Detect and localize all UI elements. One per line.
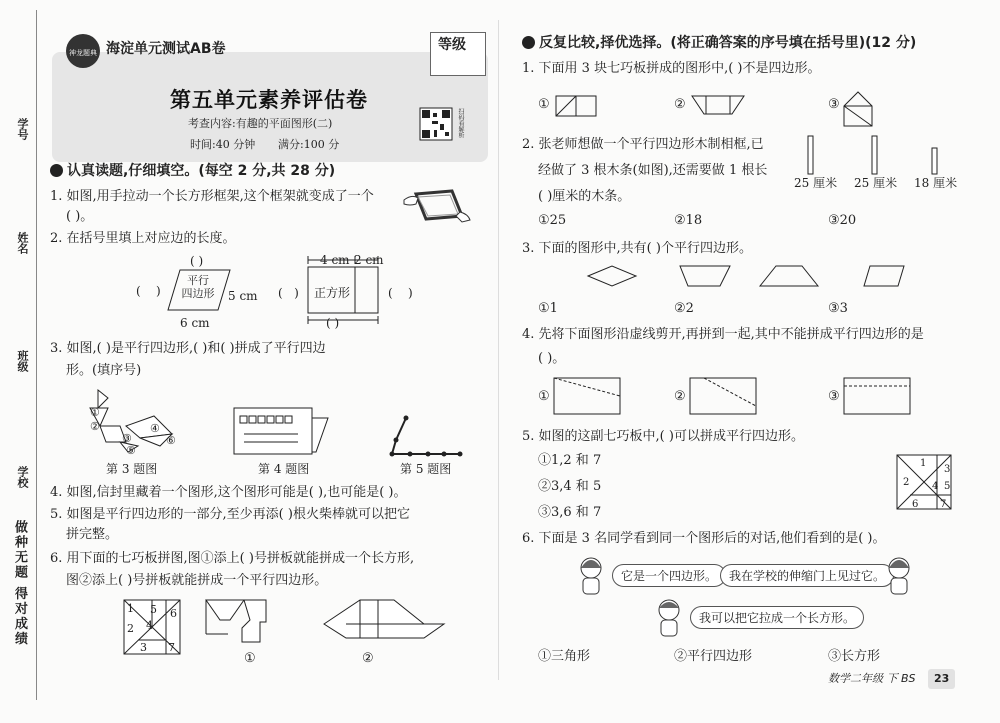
- s2-q6-opt2: ②平行四边形: [674, 649, 753, 664]
- label-name: 姓名: [16, 232, 29, 254]
- s2-q3-shapes: [586, 264, 906, 290]
- girl-avatar-right: [884, 556, 914, 596]
- section1-heading: 认真读题,仔细填空。(每空 2 分,共 28 分): [50, 162, 335, 180]
- stick-len-1: 25 厘米: [794, 176, 838, 190]
- qr-code-icon: [420, 108, 452, 144]
- label-student-id: 学号: [16, 118, 29, 140]
- s2-q2-line1: 2. 张老师想做一个平行四边形木制相框,已: [522, 137, 764, 152]
- s2-q2-sticks: [808, 136, 948, 176]
- qr-caption: 扫码看解析: [457, 108, 464, 138]
- q3-num-1: ①: [90, 406, 100, 419]
- s2-q1-opt1: ①: [538, 97, 550, 112]
- fig4-caption: 第 4 题图: [258, 462, 310, 476]
- logo-text: 神龙题典: [69, 49, 97, 57]
- s2-q5-opt1: ①1,2 和 7: [538, 453, 602, 468]
- s2-q2-opt1: ①25: [538, 213, 567, 228]
- bubble-1: 它是一个四边形。: [612, 564, 726, 587]
- s2-q2-line2: 经做了 3 根木条(如图),还需要做 1 根长: [538, 163, 768, 178]
- s1-q6-line1: 6. 用下面的七巧板拼图,图①添上( )号拼板就能拼成一个长方形,: [50, 551, 415, 566]
- s2-q3-opt1: ①1: [538, 301, 558, 316]
- s2-q6-opt1: ①三角形: [538, 649, 591, 664]
- page-title: 第五单元素养评估卷: [170, 88, 368, 112]
- s1-q1-line2: ( )。: [66, 209, 94, 224]
- q2-square-label: 正方形: [314, 286, 351, 300]
- q2-side-5cm: 5 cm: [228, 289, 258, 303]
- q2-top-4cm: 4 cm: [320, 253, 350, 267]
- s2-q4-rects: [554, 376, 914, 416]
- binding-strip: [0, 0, 44, 723]
- s2-tg-3: 3: [944, 464, 951, 475]
- s2-q4-line1: 4. 先将下面图形沿虚线剪开,再拼到一起,其中不能拼成平行四边形的是: [522, 327, 924, 342]
- fig5-caption: 第 5 题图: [400, 462, 452, 476]
- tg-num-2: 2: [127, 622, 134, 635]
- page-divider: [498, 20, 499, 680]
- s2-tg-2: 2: [903, 477, 910, 488]
- s2-q1-shapes: [554, 92, 894, 128]
- stick-len-2: 25 厘米: [854, 176, 898, 190]
- strip-line: [36, 10, 37, 700]
- s2-q4-line2: ( )。: [538, 351, 566, 366]
- s2-q3-opt2: ②2: [674, 301, 694, 316]
- s2-tg-7: 7: [940, 499, 947, 510]
- s2-q5-opt3: ③3,6 和 7: [538, 505, 602, 520]
- s2-tg-5: 5: [944, 481, 951, 492]
- tg-num-1: 1: [127, 602, 134, 615]
- q2-top-2cm: 2 cm: [354, 253, 384, 267]
- s2-q3: 3. 下面的图形中,共有( )个平行四边形。: [522, 241, 752, 256]
- s2-tg-4: 4: [932, 481, 939, 492]
- q3-num-3: ③: [122, 432, 132, 445]
- topic-line: 考查内容:有趣的平面图形(二): [188, 117, 333, 130]
- s2-q3-opt3: ③3: [828, 301, 848, 316]
- section2-heading: 反复比较,择优选择。(将正确答案的序号填在括号里)(12 分): [522, 34, 916, 52]
- s2-q2-opt2: ②18: [674, 213, 703, 228]
- stick-len-3: 18 厘米: [914, 176, 958, 190]
- s1-q4: 4. 如图,信封里藏着一个图形,这个图形可能是( ),也可能是( )。: [50, 485, 407, 500]
- q6-label-2: ②: [362, 651, 374, 666]
- s2-q1: 1. 下面用 3 块七巧板拼成的图形中,( )不是四边形。: [522, 61, 821, 76]
- s2-q6: 6. 下面是 3 名同学看到同一个图形后的对话,他们看到的是( )。: [522, 531, 886, 546]
- q2-right-paren: ( ): [388, 286, 413, 300]
- tg-num-4: 4: [146, 619, 153, 632]
- s2-q4-opt3: ③: [828, 389, 840, 404]
- s2-q6-opt3: ③长方形: [828, 649, 881, 664]
- section-marker-icon: [522, 36, 535, 49]
- boy-avatar: [654, 598, 684, 638]
- q3-num-6: ⑥: [166, 434, 176, 447]
- series-name: 海淀单元测试AB卷: [106, 41, 226, 57]
- q3-num-5: ⑤: [126, 444, 136, 457]
- tg-num-3: 3: [140, 641, 147, 654]
- s1-q5-line2: 拼完整。: [66, 527, 119, 542]
- time-limit: 时间:40 分钟: [190, 138, 256, 151]
- hands-frame-illustration: [402, 188, 472, 222]
- q6-label-1: ①: [244, 651, 256, 666]
- q4-envelope: [232, 406, 332, 460]
- footer-subject: 数学二年级 下 BS: [828, 672, 916, 685]
- s2-q5-opt2: ②3,4 和 5: [538, 479, 602, 494]
- q5-matchsticks: [388, 410, 478, 460]
- bubble-3: 我可以把它拉成一个长方形。: [690, 606, 864, 629]
- fig3-caption: 第 3 题图: [106, 462, 158, 476]
- s2-q1-opt3: ③: [828, 97, 840, 112]
- s1-q5-line1: 5. 如图是平行四边形的一部分,至少再添( )根火柴棒就可以把它: [50, 507, 410, 522]
- s2-q1-opt2: ②: [674, 97, 686, 112]
- s1-q2: 2. 在括号里填上对应边的长度。: [50, 231, 236, 246]
- q2-top-paren: ( ): [190, 254, 204, 268]
- page-number: 23: [928, 669, 955, 689]
- q3-num-2: ②: [90, 420, 100, 433]
- s2-q2-line3: ( )厘米的木条。: [538, 189, 631, 204]
- label-school: 学校: [16, 466, 29, 488]
- label-class: 班级: [16, 350, 29, 372]
- full-score: 满分:100 分: [278, 138, 340, 151]
- s2-tg-1: 1: [920, 458, 927, 469]
- q2-left-paren: ( ): [136, 284, 161, 298]
- q2-parallelogram-label: 平行 四边形: [181, 274, 215, 300]
- tg-num-5: 5: [150, 603, 157, 616]
- q3-num-4: ④: [150, 422, 160, 435]
- tg-num-7: 7: [168, 641, 175, 654]
- s1-q3-line2: 形。(填序号): [66, 363, 142, 378]
- tg-num-6: 6: [170, 607, 177, 620]
- s2-q2-opt3: ③20: [828, 213, 857, 228]
- q2-square-left-paren: ( ): [278, 286, 299, 300]
- s2-q4-opt1: ①: [538, 389, 550, 404]
- q2-bottom-paren: ( ): [326, 316, 340, 330]
- section-marker-icon: [50, 164, 63, 177]
- grade-label: 等级: [438, 37, 466, 53]
- bubble-2: 我在学校的伸缩门上见过它。: [720, 564, 894, 587]
- s1-q1-line1: 1. 如图,用手拉动一个长方形框架,这个框架就变成了一个: [50, 189, 374, 204]
- girl-avatar-left: [576, 556, 606, 596]
- q2-side-6cm: 6 cm: [180, 316, 210, 330]
- s2-q5: 5. 如图的这副七巧板中,( )可以拼成平行四边形。: [522, 429, 804, 444]
- s2-q4-opt2: ②: [674, 389, 686, 404]
- s1-q3-line1: 3. 如图,( )是平行四边形,( )和( )拼成了平行四边: [50, 341, 326, 356]
- side-slogan: 做种无题 得对成绩: [12, 520, 27, 647]
- s2-tg-6: 6: [912, 499, 919, 510]
- s1-q6-line2: 图②添上( )号拼板就能拼成一个平行四边形。: [66, 573, 328, 588]
